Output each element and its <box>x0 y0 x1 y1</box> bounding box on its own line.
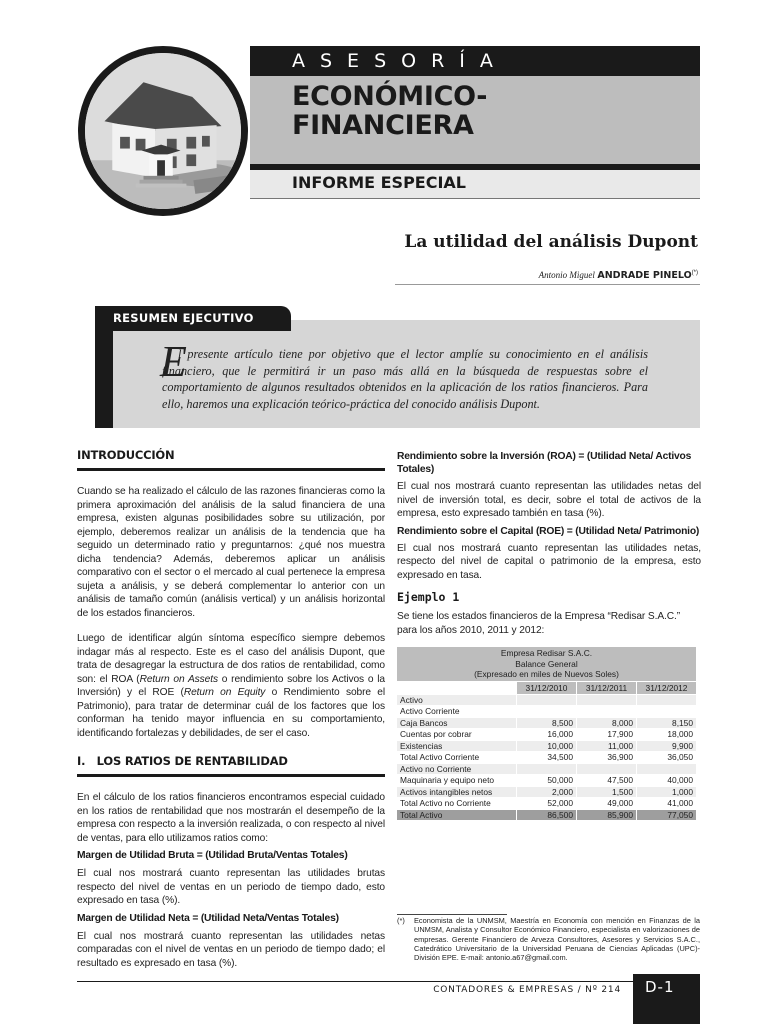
table-row <box>397 718 697 730</box>
table-cell-value: 36,050 <box>637 752 697 764</box>
table-cell-value: 41,000 <box>637 798 697 810</box>
table-header-row <box>397 682 697 695</box>
table-row-label: Activo <box>397 695 517 707</box>
section-title-line2: FINANCIERA <box>292 110 474 141</box>
footnote-text: Economista de la UNMSM, Maestría en Economía con mención en Finanzas de la UNMSM, Analista y Consultor Económico Financiero, especialista en valorizaciones de empresas. Gerente Financiero de Arveza Consultores, Asesores y Servicios S.A.C., Catedrático Universitario de la Universidad Peruana de Ciencias Aplicadas (UPC)-División EPE. E-mail: antonio.a67@gmail.com. <box>414 916 700 963</box>
gross-margin-text: El cual nos mostrará cuanto representan las utilidades brutas respecto del nivel de ventas en un periodo de tiempo dado, esto expresado en tasa (%). <box>77 868 385 906</box>
table-cell-value: 8,500 <box>517 718 577 730</box>
example-text: Se tiene los estados financieros de la Empresa “Redisar S.A.C.” para los años 2010, 2011 y 2012: <box>397 611 681 636</box>
table-row-label: Total Activo no Corriente <box>397 798 517 810</box>
intro-p2-part-c: o Rendimiento sobre el Patrimonio), para tratar de determinar cuál de los factores que los conforman ha tenido mayor influencia en su comportamiento, identificando fortalezas y debilidades, de ser el caso. <box>77 687 385 739</box>
net-margin-heading: Margen de Utilidad Neta = (Utilidad Neta/Ventas Totales) <box>77 912 339 924</box>
author-note-mark: (*) <box>691 270 698 276</box>
table-caption <box>397 647 697 682</box>
intro-p2-roa-term: Return on Assets <box>139 673 218 685</box>
roe-text: El cual nos mostrará cuanto representan las utilidades netas, respecto del nivel de capital o patrimonio de la empresa, esto expresado en tasa. <box>397 542 701 581</box>
table-row <box>397 752 697 764</box>
table-row-label: Maquinaria y equipo neto <box>397 775 517 787</box>
table-row-label: Activos intangibles netos <box>397 787 517 799</box>
table-header-year: 31/12/2010 <box>517 682 577 695</box>
intro-p2-part-b: o rendimiento sobre los Activos o la Inversión) y el ROE ( <box>77 673 385 698</box>
section-title-line1: ECONÓMICO- <box>292 81 488 112</box>
title-rule <box>395 284 700 285</box>
table-caption-row <box>397 647 697 682</box>
table-cell-value: 16,000 <box>517 729 577 741</box>
table-row <box>397 787 697 799</box>
table-row-label: Activo no Corriente <box>397 764 517 776</box>
table-cell-value: 1,000 <box>637 787 697 799</box>
table-cell-value: 18,000 <box>637 729 697 741</box>
table-caption-company: Empresa Redisar S.A.C. <box>500 648 593 658</box>
table-caption-units: (Expresado en miles de Nuevos Soles) <box>474 669 619 679</box>
summary-label: RESUMEN EJECUTIVO <box>113 311 254 325</box>
footer-publication: CONTADORES & EMPRESAS / Nº 214 <box>433 985 621 995</box>
page-number: D-1 <box>645 978 675 996</box>
author-first-name: Antonio Miguel <box>538 270 595 280</box>
table-row <box>397 764 697 776</box>
intro-paragraph-1: Cuando se ha realizado el cálculo de las razones financieras como la primera aproximación del análisis de la salud financiera de una empresa, existen algunas posibilidades sobre su utilización, por ejemplo, deberemos realizar un análisis de la tendencia que ha seguido un determinado ratio y preguntarnos: ¿qué nos muestra dicha tendencia? Además, deberemos aplicar un análisis comparativo con el sector o el mercado al cual pertenece la empresa sujeta a análisis, y se deberá complementar lo anterior con un análisis de tamaño común (análisis vertical) y un análisis horizontal de los estados financieros. <box>77 486 385 619</box>
intro-heading: INTRODUCCIÓN <box>77 448 175 462</box>
ratios-heading: I. LOS RATIOS DE RENTABILIDAD <box>77 754 288 768</box>
section-kicker: ASESORÍA <box>292 50 508 72</box>
summary-dropcap: E <box>160 337 187 386</box>
right-column <box>397 450 701 821</box>
table-row-label: Existencias <box>397 741 517 753</box>
gross-margin-heading: Margen de Utilidad Bruta = (Utilidad Bruta/Ventas Totales) <box>77 850 348 861</box>
table-row-label: Total Activo Corriente <box>397 752 517 764</box>
roa-heading: Rendimiento sobre la Inversión (ROA) = (Utilidad Neta/ Activos Totales) <box>397 451 692 475</box>
table-cell-value <box>577 695 637 707</box>
table-cell-value: 40,000 <box>637 775 697 787</box>
summary-text <box>162 346 648 412</box>
table-cell-value: 2,000 <box>517 787 577 799</box>
table-cell-value: 8,150 <box>637 718 697 730</box>
table-cell-value: 47,500 <box>577 775 637 787</box>
table-cell-value <box>637 695 697 707</box>
table-cell-value: 17,900 <box>577 729 637 741</box>
table-cell-value: 11,000 <box>577 741 637 753</box>
left-column <box>77 448 385 970</box>
summary-body: l presente artículo tiene por objetivo que el lector amplíe su conocimiento en el análisis financiero, que le permitirá ir un paso más allá en la búsqueda de respuestas sobre el comportamiento de algunos resultados obtenidos en la aplicación de los ratios financieros. Para ello, haremos una explicación teórico-práctica del conocido análisis Dupont. <box>162 347 648 411</box>
table-row-label: Activo Corriente <box>397 706 517 718</box>
roe-heading: Rendimiento sobre el Capital (ROE) = (Utilidad Neta/ Patrimonio) <box>397 525 700 537</box>
table-header-blank <box>397 682 517 695</box>
example-heading: Ejemplo 1 <box>397 590 460 604</box>
table-row-label: Caja Bancos <box>397 718 517 730</box>
table-row-label: Cuentas por cobrar <box>397 729 517 741</box>
table-cell-value: 34,500 <box>517 752 577 764</box>
intro-heading-rule <box>77 468 385 471</box>
footnote <box>397 916 700 962</box>
intro-paragraph-2 <box>77 632 385 740</box>
table-cell-value: 49,000 <box>577 798 637 810</box>
table-cell-value: 86,500 <box>517 810 577 822</box>
table-row <box>397 741 697 753</box>
footnote-mark: (*) <box>397 916 405 925</box>
table-cell-value <box>637 764 697 776</box>
table-row <box>397 695 697 707</box>
table-cell-value: 8,000 <box>577 718 637 730</box>
section-subtitle: INFORME ESPECIAL <box>292 173 466 192</box>
author-byline <box>539 270 698 281</box>
table-header-year: 31/12/2012 <box>637 682 697 695</box>
table-cell-value <box>637 706 697 718</box>
article-title: La utilidad del análisis Dupont <box>404 232 698 252</box>
table-cell-value <box>517 706 577 718</box>
table-caption-statement: Balance General <box>515 658 578 669</box>
ratios-paragraph: En el cálculo de los ratios financieros encontramos especial cuidado en los ratios de rentabilidad que nos mostrarán el desempeño de la empresa con respecto a la inversión realizada, o con respecto al nivel de ventas, para ello utilizamos ratios como: <box>77 792 385 844</box>
table-cell-value: 50,000 <box>517 775 577 787</box>
house-icon <box>85 53 241 209</box>
table-cell-value <box>517 695 577 707</box>
table-cell-value: 52,000 <box>517 798 577 810</box>
roa-text: El cual nos mostrará cuanto representan las utilidades netas del nivel de inversión total, es decir, sobre el total de activos de la empresa, esto expresado también en tasa (%). <box>397 481 701 519</box>
balance-sheet-table <box>397 647 697 821</box>
table-cell-value: 10,000 <box>517 741 577 753</box>
footer-rule <box>77 981 633 982</box>
intro-p2-part-a: Luego de identificar algún síntoma específico siempre debemos indagar más al respecto. Este es el caso del análisis Dupont, que trata de desagregar la estructura de dos ratios de rentabilidad, como son: el ROA ( <box>77 633 385 685</box>
table-cell-value <box>577 706 637 718</box>
table-cell-value: 36,900 <box>577 752 637 764</box>
section-title <box>292 82 487 140</box>
header-rule <box>250 198 700 199</box>
table-row <box>397 706 697 718</box>
ratios-heading-rule <box>77 774 385 777</box>
table-row-label: Total Activo <box>397 810 517 822</box>
table-header-year: 31/12/2011 <box>577 682 637 695</box>
intro-p2-roe-term: Return on Equity <box>183 687 266 698</box>
house-illustration <box>78 46 248 216</box>
table-cell-value: 85,900 <box>577 810 637 822</box>
author-last-name: ANDRADE PINELO <box>597 270 692 281</box>
table-cell-value <box>517 764 577 776</box>
summary-side-bar <box>95 320 113 428</box>
table-row <box>397 810 697 822</box>
table-cell-value <box>577 764 637 776</box>
footnote-rule <box>397 914 507 915</box>
table-cell-value: 77,050 <box>637 810 697 822</box>
table-row <box>397 775 697 787</box>
table-row <box>397 729 697 741</box>
table-cell-value: 1,500 <box>577 787 637 799</box>
table-cell-value: 9,900 <box>637 741 697 753</box>
net-margin-text: El cual nos mostrará cuanto representan las utilidades netas comparadas con el nivel de ventas en un periodo de tiempo dado; el resultado es expresado en tasa (%). <box>77 930 385 969</box>
table-row <box>397 798 697 810</box>
